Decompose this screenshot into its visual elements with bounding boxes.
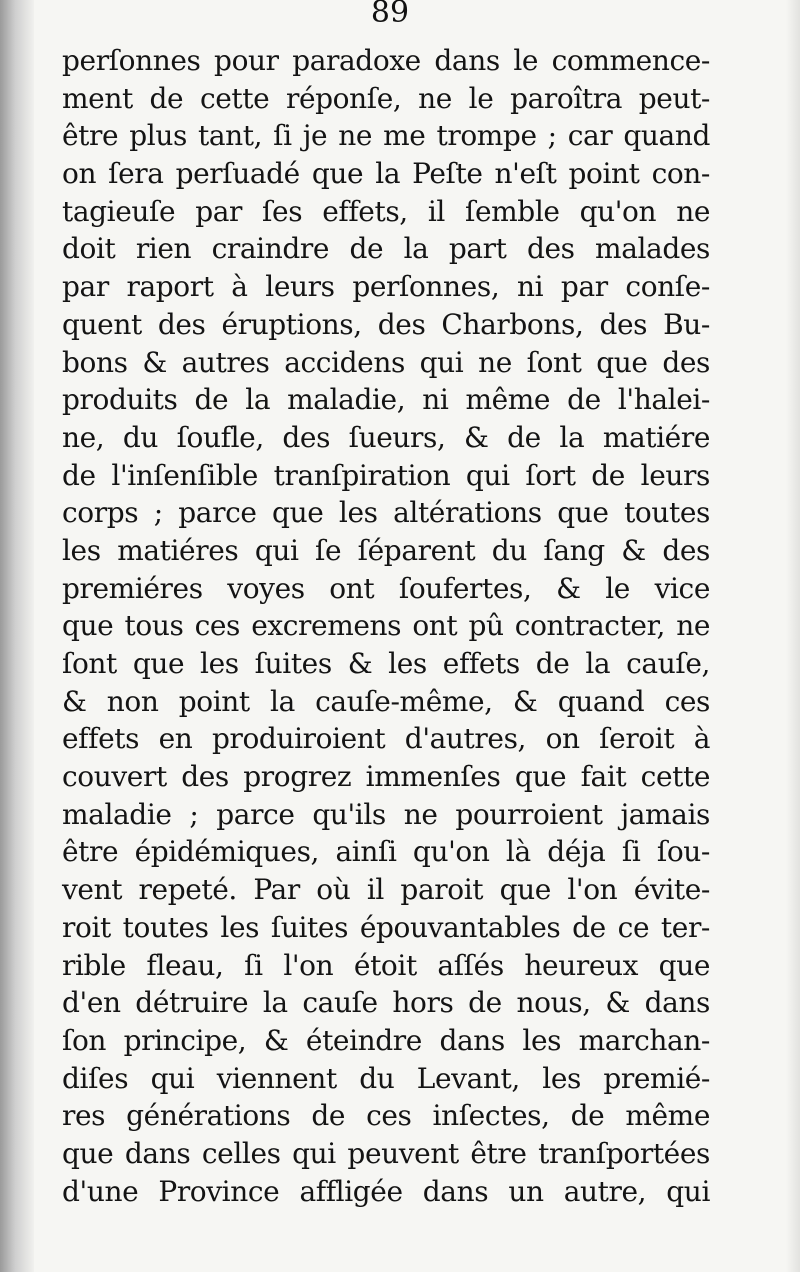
text-line: ſon principe, & éteindre dans les marchan- [62, 1023, 710, 1057]
text-line: quent des éruptions, des Charbons, des Bu- [62, 307, 710, 341]
text-line: roit toutes les ſuites épouvantables de ce ter- [62, 910, 710, 944]
text-line: produits de la maladie, ni même de l'halei- [62, 383, 710, 417]
text-line: couvert des progrez immenſes que fait cette [62, 760, 710, 794]
text-line: ſont que les ſuites & les effets de la cauſe, [62, 647, 710, 680]
text-line: bons & autres accidens qui ne ſont que des [62, 345, 710, 379]
text-line: vent repeté. Par où il paroit que l'on évite- [62, 873, 710, 907]
text-line: diſes qui viennent du Levant, les premié- [62, 1061, 710, 1095]
text-line: corps ; parce que les altérations que toutes [62, 496, 710, 530]
text-line: maladie ; parce qu'ils ne pourroient jamais [62, 797, 710, 831]
text-line: rible fleau, ſi l'on étoit aſſés heureux que [62, 948, 710, 982]
text-line: doit rien craindre de la part des malades [62, 232, 710, 266]
text-line: premiéres voyes ont ſoufertes, & le vice [62, 571, 710, 605]
text-line: que dans celles qui peuvent être tranſportées [62, 1136, 710, 1170]
page-number: 89 [370, 0, 410, 30]
text-line: être épidémiques, ainſi qu'on là déja ſi ſou- [62, 835, 710, 869]
text-line: être plus tant, ſi je ne me trompe ; car quand [62, 119, 710, 153]
text-line: & non point la cauſe-même, & quand ces [62, 684, 710, 718]
text-line: res générations de ces inſectes, de même [62, 1099, 710, 1133]
text-line: tagieuſe par ſes effets, il ſemble qu'on ne [62, 194, 710, 228]
binding-shadow [0, 0, 34, 1272]
body-text [62, 42, 710, 1210]
text-line: que tous ces excremens ont pû contracter, ne [62, 609, 710, 643]
text-line: d'une Province affligée dans un autre, qui [62, 1174, 710, 1208]
text-line: perſonnes pour paradoxe dans le commence- [62, 44, 710, 77]
text-line: les matiéres qui ſe ſéparent du ſang & des [62, 533, 710, 567]
text-line: ment de cette réponſe, ne le paroîtra peut- [62, 81, 710, 115]
text-line: on ſera perſuadé que la Peſte n'eſt point con- [62, 157, 710, 191]
page-edge [786, 0, 800, 1272]
text-line: de l'inſenſible tranſpiration qui ſort de leurs [62, 458, 710, 492]
text-line: d'en détruire la cauſe hors de nous, & dans [62, 986, 710, 1020]
text-line: effets en produiroient d'autres, on ſeroit à [62, 722, 710, 756]
text-line: ne, du ſoufle, des ſueurs, & de la matiére [62, 420, 710, 454]
text-line: par raport à leurs perſonnes, ni par conſe- [62, 270, 710, 304]
